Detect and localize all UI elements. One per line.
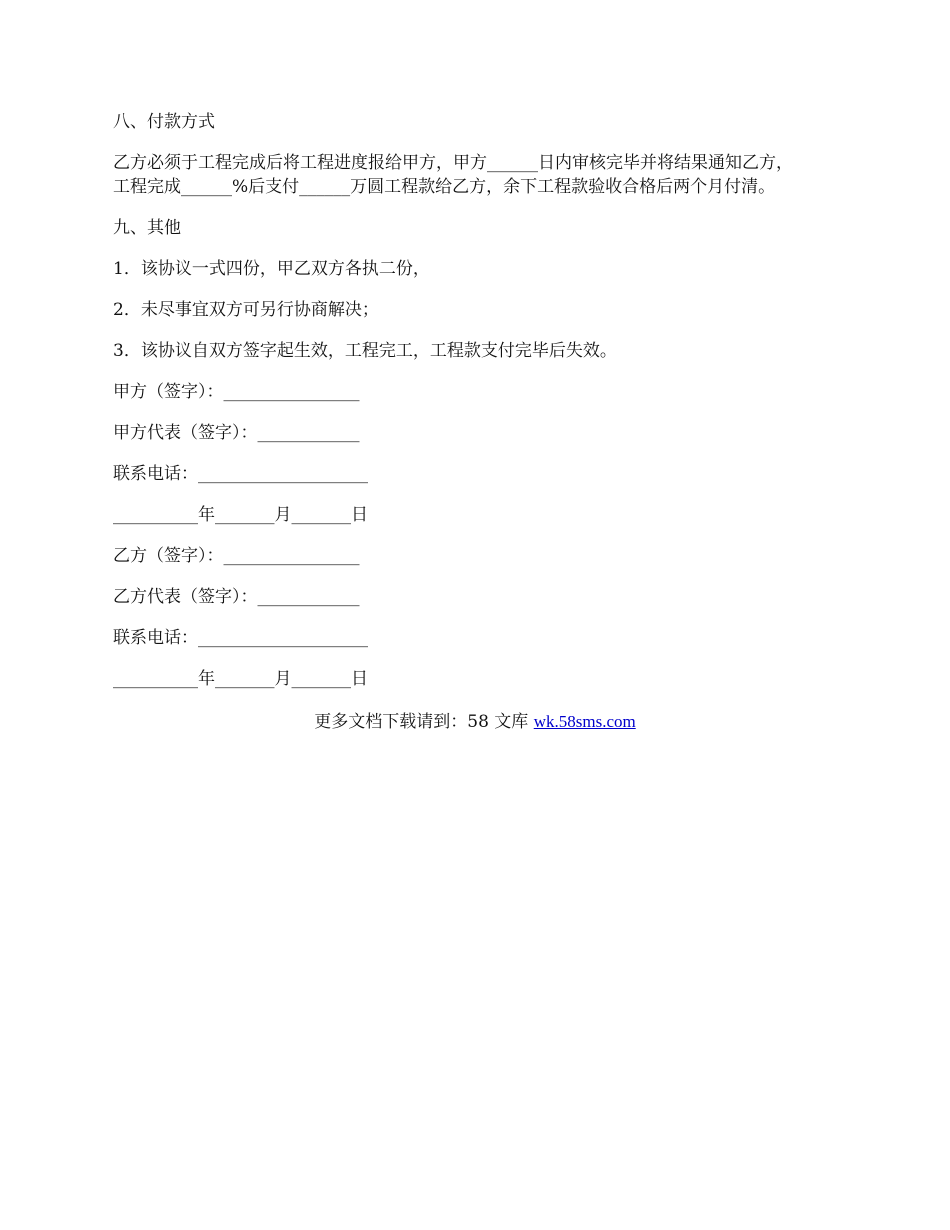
party-b-signature-line: 乙方（签字）：________________ (113, 546, 360, 566)
section-9-item-3: 3．该协议自双方签字起生效，工程完工，工程款支付完毕后失效。 (113, 341, 617, 361)
document-body (113, 110, 838, 708)
party-b-phone-line: 联系电话：____________________ (113, 628, 368, 648)
section-8-line-1: 乙方必须于工程完成后将工程进度报给甲方，甲方______日内审核完毕并将结果通知乙方， (113, 153, 793, 173)
download-footer (0, 710, 950, 734)
party-a-date-line: __________年_______月_______日 (113, 505, 368, 525)
section-8-heading: 八、付款方式 (113, 112, 215, 132)
section-9-item-2: 2．未尽事宜双方可另行协商解决； (113, 300, 379, 320)
footer-link[interactable]: wk.58sms.com (533, 712, 636, 731)
section-8-paragraph (113, 151, 838, 199)
footer-text: 更多文档下载请到：58 文库 (314, 712, 534, 732)
party-b-date-line: __________年_______月_______日 (113, 669, 368, 689)
party-a-phone-line: 联系电话：____________________ (113, 464, 368, 484)
party-a-signature-line: 甲方（签字）：________________ (113, 382, 360, 402)
section-9-item-1: 1．该协议一式四份，甲乙双方各执二份， (113, 259, 430, 279)
party-a-representative-line: 甲方代表（签字）：____________ (113, 423, 360, 443)
section-9-heading: 九、其他 (113, 218, 181, 238)
party-b-representative-line: 乙方代表（签字）：____________ (113, 587, 360, 607)
section-8-line-2: 工程完成______%后支付______万圆工程款给乙方，余下工程款验收合格后两个月付清。 (113, 177, 776, 197)
